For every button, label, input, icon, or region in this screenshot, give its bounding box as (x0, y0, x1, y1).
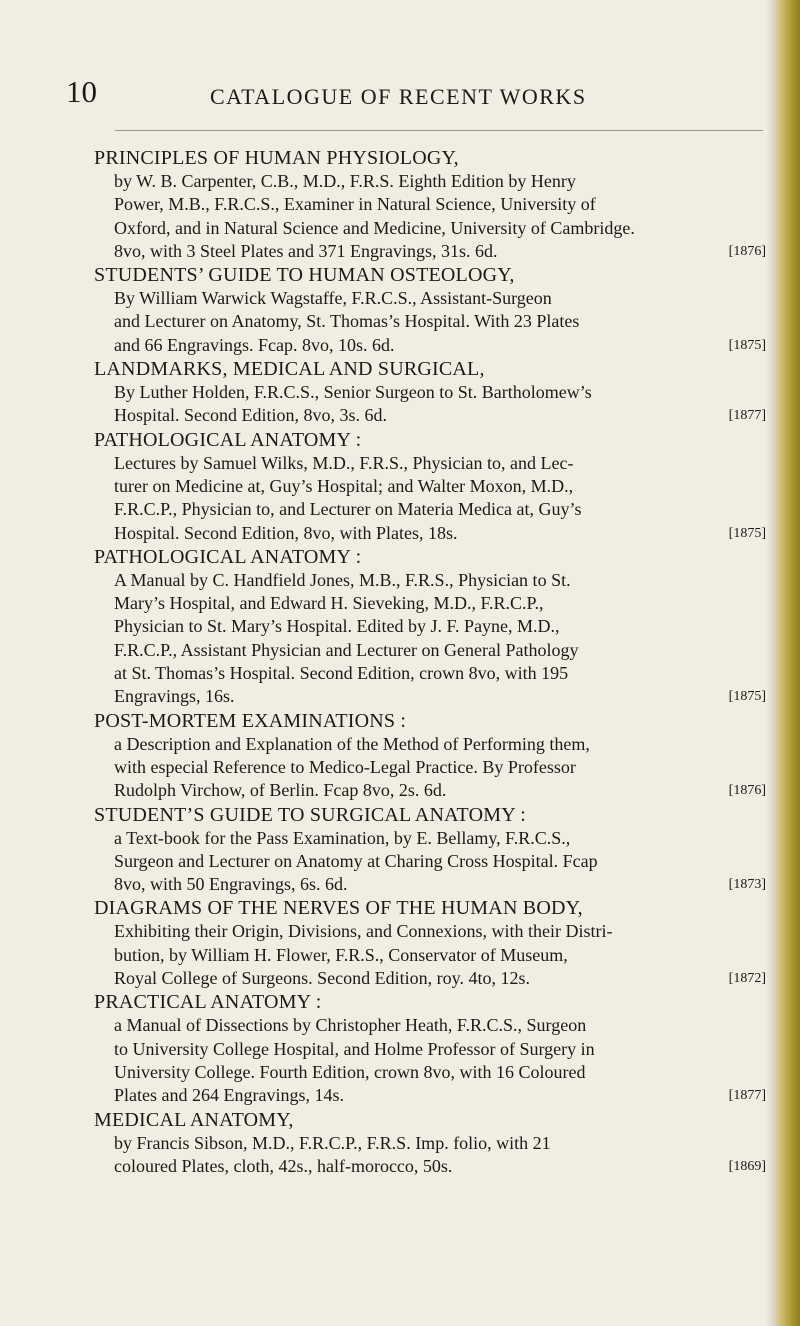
entry-line-text: Engravings, 16s. (114, 686, 235, 707)
entry-description (94, 1014, 774, 1107)
entry-year: [1875] (728, 525, 766, 541)
entry-line-text: turer on Medicine at, Guy’s Hospital; and Walter Moxon, M.D., (114, 475, 574, 496)
entry-line (114, 452, 774, 475)
entry-description (94, 452, 774, 545)
entry-line-text: a Text-book for the Pass Examination, by E. Bellamy, F.R.C.S., (114, 827, 571, 848)
entry-year: [1875] (728, 689, 766, 705)
entry-line-text: A Manual by C. Handfield Jones, M.B., F.R.S., Physician to St. (114, 569, 571, 590)
entry-line (114, 1155, 774, 1178)
header-rule (115, 130, 763, 131)
entry-line (114, 170, 774, 193)
catalogue-entry (94, 263, 774, 357)
entry-description (94, 920, 774, 990)
catalogue-entry (94, 428, 774, 545)
entry-line (114, 287, 774, 310)
entry-description (94, 569, 774, 709)
entry-description (94, 733, 774, 803)
page-number: 10 (66, 74, 97, 109)
entry-line (114, 404, 774, 427)
entry-title: PRINCIPLES OF HUMAN PHYSIOLOGY, (94, 147, 459, 169)
entry-title: PRACTICAL ANATOMY : (94, 991, 322, 1014)
entry-line (114, 967, 774, 990)
entry-title: STUDENTS’ GUIDE TO HUMAN OSTEOLOGY, (94, 264, 515, 287)
entry-description (94, 287, 774, 357)
entry-line (114, 217, 774, 240)
entry-line-text: bution, by William H. Flower, F.R.S., Conservator of Museum, (114, 944, 568, 965)
catalogue-entries (94, 146, 774, 1178)
entry-line (114, 498, 774, 521)
entry-line-text: Lectures by Samuel Wilks, M.D., F.R.S., Physician to, and Lec- (114, 452, 574, 473)
entry-line (114, 522, 774, 545)
entry-line (114, 1014, 774, 1037)
entry-line-text: Hospital. Second Edition, 8vo, with Plates, 18s. (114, 522, 458, 543)
entry-line-text: 8vo, with 50 Engravings, 6s. 6d. (114, 874, 348, 895)
entry-line (114, 569, 774, 592)
entry-line-text: Royal College of Surgeons. Second Edition, roy. 4to, 12s. (114, 968, 530, 989)
entry-line-text: University College. Fourth Edition, crown 8vo, with 16 Coloured (114, 1061, 586, 1082)
catalogue-entry (94, 545, 774, 709)
entry-line (114, 779, 774, 802)
entry-line-text: with especial Reference to Medico-Legal Practice. By Professor (114, 756, 576, 777)
entry-line (114, 615, 774, 638)
entry-line (114, 639, 774, 662)
entry-line (114, 381, 774, 404)
catalogue-entry (94, 357, 774, 428)
entry-title: PATHOLOGICAL ANATOMY : (94, 545, 362, 568)
entry-line-text: Mary’s Hospital, and Edward H. Sieveking, M.D., F.R.C.P., (114, 593, 544, 614)
entry-year: [1876] (728, 243, 766, 259)
entry-line-text: coloured Plates, cloth, 42s., half-morocco, 50s. (114, 1155, 453, 1176)
gilt-page-edge (776, 0, 800, 1326)
entry-description (94, 827, 774, 897)
entry-line-text: Surgeon and Lecturer on Anatomy at Charing Cross Hospital. Fcap (114, 850, 598, 871)
entry-title: POST-MORTEM EXAMINATIONS : (94, 709, 407, 732)
entry-line-text: to University College Hospital, and Holme Professor of Surgery in (114, 1038, 595, 1059)
entry-line (114, 240, 774, 263)
catalogue-entry (94, 1108, 774, 1179)
entry-line-text: Oxford, and in Natural Science and Medicine, University of Cambridge. (114, 217, 635, 238)
entry-line-text: Hospital. Second Edition, 8vo, 3s. 6d. (114, 405, 387, 426)
entry-line (114, 193, 774, 216)
entry-line (114, 920, 774, 943)
entry-line (114, 1132, 774, 1155)
catalogue-entry (94, 896, 774, 990)
entry-description (94, 1132, 774, 1179)
entry-line-text: by W. B. Carpenter, C.B., M.D., F.R.S. Eighth Edition by Henry (114, 171, 576, 191)
entry-line-text: By William Warwick Wagstaffe, F.R.C.S., Assistant-Surgeon (114, 288, 552, 309)
catalogue-entry (94, 803, 774, 897)
catalogue-entry (94, 990, 774, 1107)
entry-line (114, 756, 774, 779)
entry-year: [1872] (728, 971, 766, 987)
entry-title: LANDMARKS, MEDICAL AND SURGICAL, (94, 358, 485, 381)
entry-title: DIAGRAMS OF THE NERVES OF THE HUMAN BODY, (94, 897, 583, 920)
entry-line-text: 8vo, with 3 Steel Plates and 371 Engravings, 31s. 6d. (114, 240, 498, 261)
entry-title: PATHOLOGICAL ANATOMY : (94, 428, 362, 451)
entry-description (94, 381, 774, 428)
entry-year: [1873] (728, 877, 766, 893)
entry-line-text: and 66 Engravings. Fcap. 8vo, 10s. 6d. (114, 334, 395, 355)
entry-line (114, 310, 774, 333)
entry-year: [1875] (728, 337, 766, 353)
entry-year: [1877] (728, 408, 766, 424)
entry-line (114, 592, 774, 615)
entry-line-text: at St. Thomas’s Hospital. Second Edition, crown 8vo, with 195 (114, 663, 569, 684)
entry-line (114, 1061, 774, 1084)
entry-line-text: Physician to St. Mary’s Hospital. Edited by J. F. Payne, M.D., (114, 616, 560, 637)
entry-line (114, 662, 774, 685)
entry-line-text: a Description and Explanation of the Method of Performing them, (114, 733, 590, 754)
entry-line (114, 733, 774, 756)
entry-line (114, 685, 774, 708)
entry-line (114, 334, 774, 357)
entry-line (114, 827, 774, 850)
entry-line-text: Exhibiting their Origin, Divisions, and Connexions, with their Distri- (114, 921, 613, 942)
entry-line (114, 1084, 774, 1107)
entry-line-text: F.R.C.P., Assistant Physician and Lecturer on General Pathology (114, 639, 579, 660)
entry-title: MEDICAL ANATOMY, (94, 1108, 294, 1131)
catalogue-entry (94, 146, 774, 263)
entry-line-text: and Lecturer on Anatomy, St. Thomas’s Hospital. With 23 Plates (114, 311, 580, 332)
entry-line-text: by Francis Sibson, M.D., F.R.C.P., F.R.S. Imp. folio, with 21 (114, 1132, 551, 1153)
entry-year: [1869] (728, 1158, 766, 1174)
entry-line (114, 1038, 774, 1061)
entry-line-text: Rudolph Virchow, of Berlin. Fcap 8vo, 2s. 6d. (114, 780, 447, 801)
entry-line (114, 944, 774, 967)
entry-line-text: Plates and 264 Engravings, 14s. (114, 1085, 344, 1106)
entry-title: STUDENT’S GUIDE TO SURGICAL ANATOMY : (94, 803, 527, 826)
running-title: CATALOGUE OF RECENT WORKS (210, 84, 587, 109)
entry-year: [1876] (728, 783, 766, 799)
entry-line (114, 873, 774, 896)
catalogue-entry (94, 709, 774, 803)
entry-line-text: By Luther Holden, F.R.C.S., Senior Surgeon to St. Bartholomew’s (114, 382, 592, 403)
entry-line (114, 850, 774, 873)
entry-line-text: F.R.C.P., Physician to, and Lecturer on Materia Medica at, Guy’s (114, 499, 582, 520)
entry-line-text: a Manual of Dissections by Christopher Heath, F.R.C.S., Surgeon (114, 1015, 587, 1036)
entry-year: [1877] (728, 1088, 766, 1104)
entry-description (94, 170, 774, 263)
entry-line (114, 475, 774, 498)
entry-line-text: Power, M.B., F.R.C.S., Examiner in Natural Science, University of (114, 194, 596, 215)
